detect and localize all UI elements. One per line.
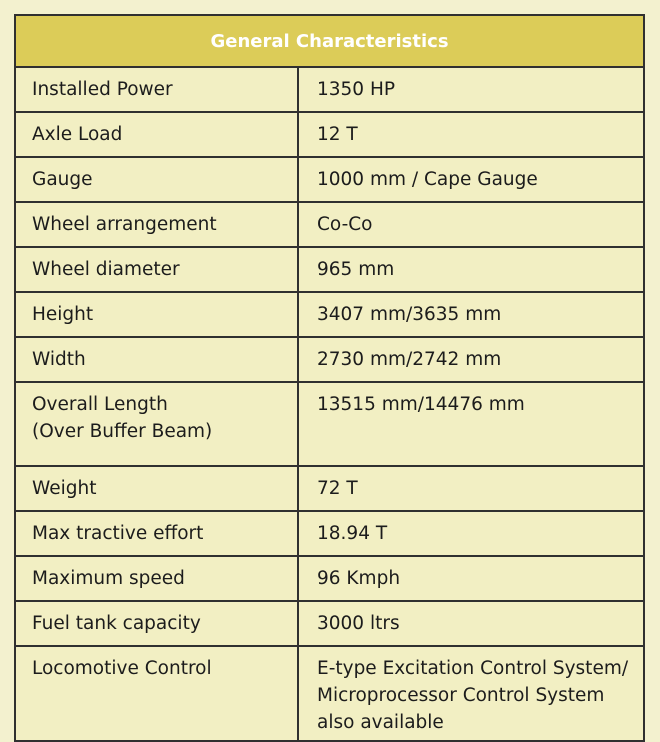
table-row xyxy=(15,157,644,202)
row-label-line: Overall Length xyxy=(32,394,168,415)
table-row xyxy=(15,601,644,646)
row-value: Co-Co xyxy=(298,202,644,247)
table-row xyxy=(15,247,644,292)
table-row xyxy=(15,337,644,382)
row-value: 18.94 T xyxy=(298,511,644,556)
row-value: 12 T xyxy=(298,112,644,157)
row-value: 2730 mm/2742 mm xyxy=(298,337,644,382)
row-label: Weight xyxy=(15,466,298,511)
row-label: Installed Power xyxy=(15,67,298,112)
table-row xyxy=(15,292,644,337)
table-row xyxy=(15,67,644,112)
row-value: 1000 mm / Cape Gauge xyxy=(298,157,644,202)
row-label: Max tractive effort xyxy=(15,511,298,556)
row-value-line: Microprocessor Control System xyxy=(317,685,605,706)
row-label-line: (Over Buffer Beam) xyxy=(32,421,213,442)
row-label: Wheel diameter xyxy=(15,247,298,292)
table-row xyxy=(15,382,644,466)
general-characteristics-table xyxy=(14,14,645,742)
row-value-line: E-type Excitation Control System/ xyxy=(317,658,629,679)
row-label: Axle Load xyxy=(15,112,298,157)
row-value: 1350 HP xyxy=(298,67,644,112)
table-row xyxy=(15,112,644,157)
table-row xyxy=(15,511,644,556)
row-label xyxy=(15,382,298,466)
row-label: Gauge xyxy=(15,157,298,202)
row-value: 3407 mm/3635 mm xyxy=(298,292,644,337)
row-value: 72 T xyxy=(298,466,644,511)
row-label: Wheel arrangement xyxy=(15,202,298,247)
row-label: Maximum speed xyxy=(15,556,298,601)
row-value: 13515 mm/14476 mm xyxy=(298,382,644,466)
table-row xyxy=(15,466,644,511)
row-label: Width xyxy=(15,337,298,382)
row-value: 3000 ltrs xyxy=(298,601,644,646)
row-label: Fuel tank capacity xyxy=(15,601,298,646)
row-label: Height xyxy=(15,292,298,337)
row-value: 96 Kmph xyxy=(298,556,644,601)
row-label: Locomotive Control xyxy=(15,646,298,741)
row-value-line: also available xyxy=(317,712,444,733)
table-row xyxy=(15,202,644,247)
table-title: General Characteristics xyxy=(15,15,644,67)
row-value: 965 mm xyxy=(298,247,644,292)
table-row xyxy=(15,556,644,601)
